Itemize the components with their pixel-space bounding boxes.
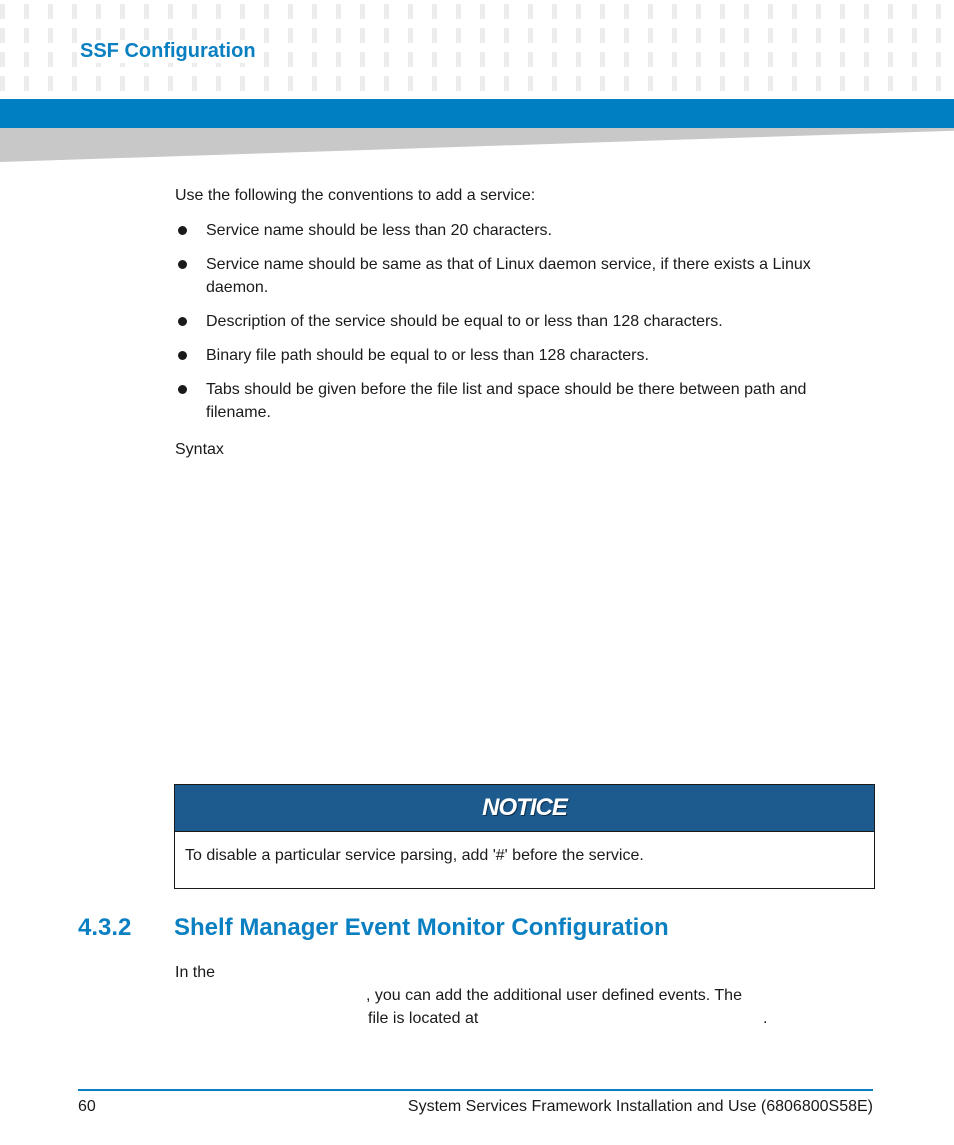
header-title: SSF Configuration xyxy=(78,40,262,63)
bullet-text: Service name should be less than 20 characters. xyxy=(206,222,552,239)
bullet-icon xyxy=(178,226,187,235)
bullet-icon xyxy=(178,317,187,326)
bullet-text: Binary file path should be equal to or less than 128 characters. xyxy=(206,347,649,364)
footer-doc-title: System Services Framework Installation and Use (6806800S58E) xyxy=(407,1098,873,1115)
bullet-text: Tabs should be given before the file list and space should be there between path and filename. xyxy=(206,381,807,421)
footer-rule xyxy=(78,1089,873,1091)
header-wedge xyxy=(0,128,954,162)
intro-text: Use the following the conventions to add a service: xyxy=(175,187,536,204)
notice-header xyxy=(175,785,874,832)
bullet-icon xyxy=(178,351,187,360)
section-title: Shelf Manager Event Monitor Configuration xyxy=(174,914,669,941)
notice-text: To disable a particular service parsing, add '#' before the service. xyxy=(185,847,644,864)
list-item xyxy=(175,219,855,242)
notice-box xyxy=(174,784,875,889)
list-item xyxy=(175,378,855,424)
conventions-list xyxy=(175,219,855,435)
section-text-line-3-end: . xyxy=(763,1010,768,1027)
page-number: 60 xyxy=(78,1098,96,1115)
syntax-label: Syntax xyxy=(175,441,224,458)
section-text-line-2: , you can add the additional user defined events. The xyxy=(366,987,742,1004)
section-text-line-3: file is located at xyxy=(368,1010,479,1027)
bullet-icon xyxy=(178,260,187,269)
section-number: 4.3.2 xyxy=(78,914,132,941)
bullet-text: Service name should be same as that of Linux daemon service, if there exists a Linux daemon. xyxy=(206,256,811,296)
bullet-icon xyxy=(178,385,187,394)
section-text-line-1: In the xyxy=(175,964,216,981)
header-band xyxy=(0,99,954,128)
notice-title: NOTICE xyxy=(482,794,567,821)
list-item xyxy=(175,310,855,333)
bullet-text: Description of the service should be equal to or less than 128 characters. xyxy=(206,313,723,330)
list-item xyxy=(175,253,855,299)
list-item xyxy=(175,344,855,367)
